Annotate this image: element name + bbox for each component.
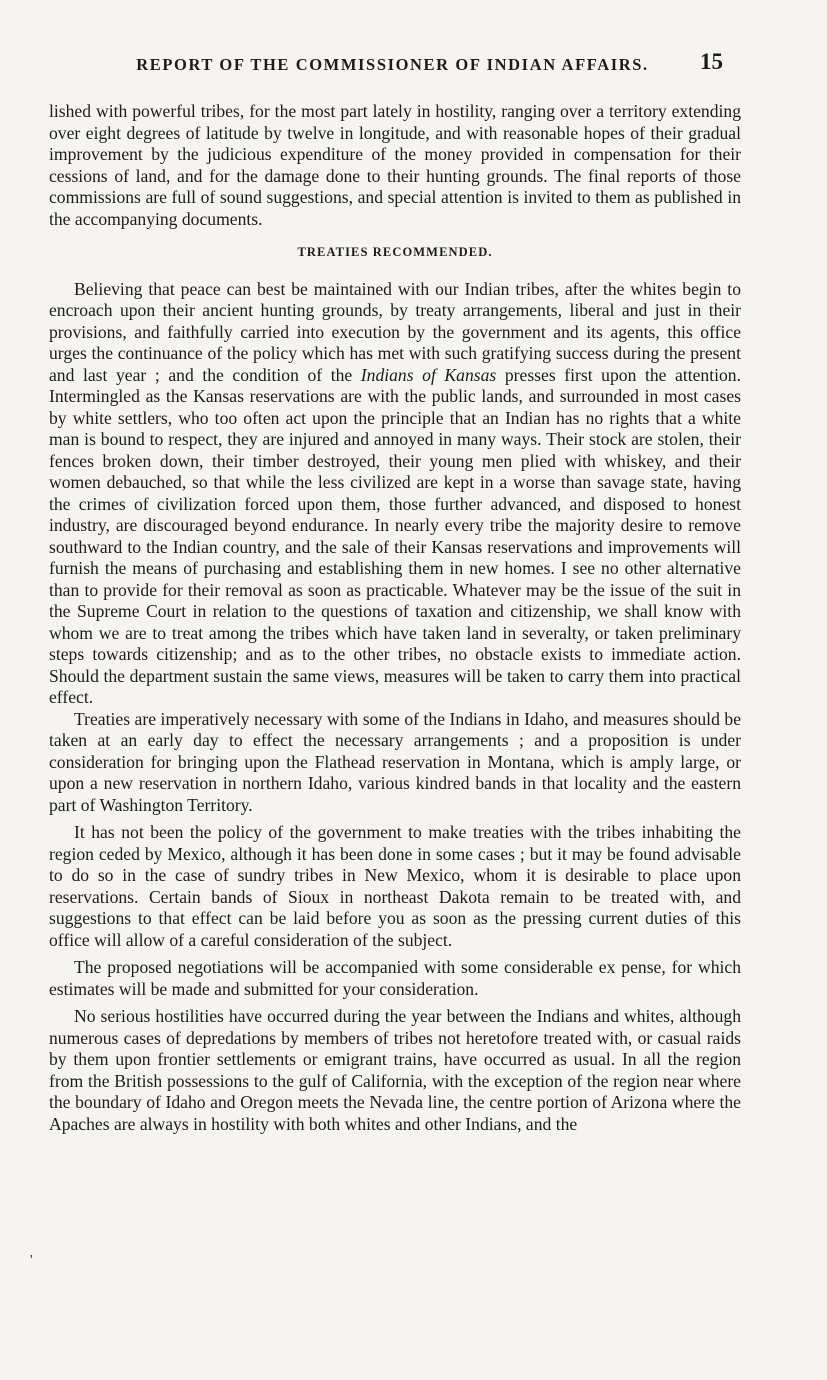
page-number: 15 — [700, 49, 723, 74]
paragraph-text: presses first upon the attention. Intermingled as the Kansas reservations are with the public lands, and surrounded in most cases by white settlers, who too often act upon the principle that an Indian has no rights that a white man is bound to respect, they are injured and annoyed in many ways. Their stock are stolen, their fences broken down, their timber destroyed, their young men plied with whiskey, and their women debauched, so that while the less civilized are kept in a worse than savage state, having the crimes of civilization forced upon them, those further advanced, and disposed to honest industry, are discouraged beyond endurance. In nearly every tribe the majority desire to remove southward to the Indian country, and the sale of their Kansas reservations and improvements will furnish the means of purchasing and establishing them in new homes. I see no other alternative than to provide for their removal as soon as practicable. Whatever may be the issue of the suit in the Supreme Court in relation to the questions of taxation and citizenship, we shall know with whom we are to treat among the tribes which have taken land in severalty, or taken preliminary steps towards citizenship; and as to the other tribes, no obstacle exists to immediate action. Should the department sustain the same views, measures will be taken to carry them into practical effect. — [49, 364, 741, 707]
paragraph-kansas — [49, 279, 741, 709]
paragraph-hostilities: No serious hostilities have occurred during the year between the Indians and whites, although numerous cases of depredations by members of tribes not heretofore treated with, or casual raids by them upon frontier settlements or emigrant trains, have occurred as usual. In all the region from the British possessions to the gulf of California, with the exception of the region near where the boundary of Idaho and Oregon meets the Nevada line, the centre portion of Arizona where the Apaches are always in hostility with both whites and other Indians, and the — [49, 1006, 741, 1134]
paragraph-negotiations: The proposed negotiations will be accompanied with some considerable ex pense, for which estimates will be made and submitted for your consideration. — [49, 957, 741, 999]
paragraph-idaho: Treaties are imperatively necessary with some of the Indians in Idaho, and measures should be taken at an early day to effect the necessary arrangements ; and a proposition is under consideration for bringing upon the Flathead reservation in Montana, which is amply large, or upon a new reservation in northern Idaho, various kindred bands in that locality and the eastern part of Washington Territory. — [49, 708, 741, 815]
paragraph-continued: lished with powerful tribes, for the most part lately in hostility, ranging over a territory extending over eight degrees of latitude by twelve in longitude, and with reasonable hopes of their gradual improvement by the judicious expenditure of the money provided in compensation for their cessions of land, and for the damage done to their hunting grounds. The final reports of those commissions are full of sound suggestions, and special attention is invited to them as published in the accompanying documents. — [49, 101, 741, 229]
running-title: REPORT OF THE COMMISSIONER OF INDIAN AFFAIRS. — [136, 55, 649, 74]
body-text — [49, 101, 741, 1135]
paragraph-text: Believing that peace can best be maintained with our Indian tribes, after the whites begin to encroach upon their ancient hunting grounds, by treaty arrangements, liberal and just in their provisions, and faithfully carried into execution by the government and its agents, this office urges the continuance of the policy which has met with such gratifying success during the present and last year ; and the condition of the — [49, 278, 741, 385]
section-heading: TREATIES RECOMMENDED. — [297, 245, 493, 259]
margin-mark: ' — [30, 1253, 33, 1268]
emphasis-text: Indians of Kansas — [360, 364, 497, 385]
paragraph-mexico: It has not been the policy of the government to make treaties with the tribes inhabiting the region ceded by Mexico, although it has been done in some cases ; but it may be found advisable to do so in the case of sundry tribes in New Mexico, whom it is desirable to place upon reservations. Certain bands of Sioux in northeast Dakota remain to be treated with, and suggestions to that effect can be laid before you as soon as the pressing current duties of this office will allow of a careful consideration of the subject. — [49, 822, 741, 950]
